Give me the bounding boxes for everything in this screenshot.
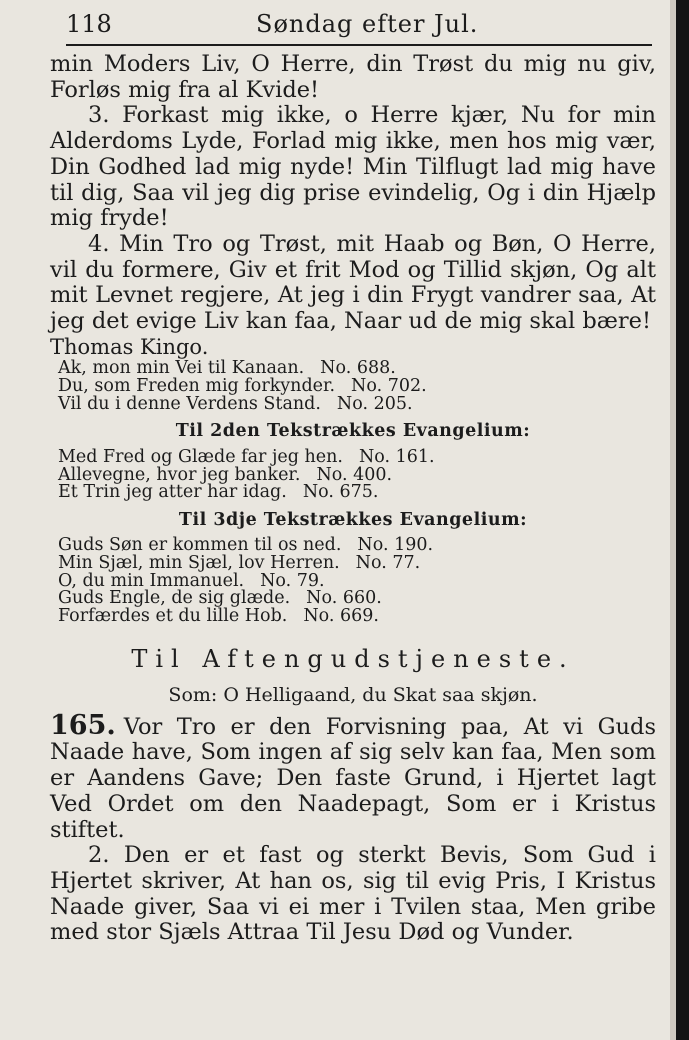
melody-line: Som: O Helligaand, du Skat saa skjøn. xyxy=(168,684,538,707)
third-reading-heading: Til 3dje Tekstrækkes Evangelium: xyxy=(178,509,528,530)
page-header xyxy=(66,8,652,46)
hymn-number: 165. xyxy=(50,709,116,741)
hymn-author: Thomas Kingo. xyxy=(50,334,209,359)
ref-line: Et Trin jeg atter har idag. No. 675. xyxy=(58,482,379,503)
ref-line: Ak, mon min Vei til Kanaan. No. 688. xyxy=(58,358,396,379)
ref-line: Allevegne, hvor jeg banker. No. 400. xyxy=(58,464,393,485)
ref-line: Du, som Freden mig forkynder. No. 702. xyxy=(58,376,427,397)
hymn-verse-4: 4. Min Tro og Trøst, mit Haab og Bøn, O Herre, vil du formere, Giv et frit Mod og Tillid skjøn, Og alt mit Levnet regjere, At jeg i din Frygt vandrer saa, At jeg det evige Liv kan faa, Naar ud de mig skal bære! xyxy=(50,230,656,335)
third-reading-refs xyxy=(58,537,656,625)
page-number: 118 xyxy=(66,10,112,38)
second-reading-refs xyxy=(58,446,656,503)
running-title: Søndag efter Jul. xyxy=(256,10,479,38)
hymn-165-verse-1: 165. Vor Tro er den Forvisning paa, At vi Guds Naade have, Som ingen af sig selv kan faa, Men som er Aandens Gave; Den faste Grund, i Hjertet lagt Ved Ordet om den Naadepagt, Som er i Kristus stiftet. xyxy=(50,709,656,843)
page-content xyxy=(50,52,656,946)
hymn-references xyxy=(58,360,656,413)
second-reading-heading: Til 2den Tekstrækkes Evangelium: xyxy=(175,421,531,442)
ref-line: Guds Søn er kommen til os ned. No. 190. xyxy=(58,535,434,556)
ref-line: Forfærdes et du lille Hob. No. 669. xyxy=(58,605,379,626)
book-gutter xyxy=(676,0,689,1040)
ref-line: Min Sjæl, min Sjæl, lov Herren. No. 77. xyxy=(58,553,421,573)
hymn-verse-3: 3. Forkast mig ikke, o Herre kjær, Nu for min Alderdoms Lyde, Forlad mig ikke, men hos mig vær, Din Godhed lad mig nyde! Min Tilflugt lad mig have til dig, Saa vil jeg dig prise evindelig, Og i din Hjælp mig fryde! xyxy=(50,102,656,232)
ref-line: Med Fred og Glæde far jeg hen. No. 161. xyxy=(58,446,435,467)
ref-line: Guds Engle, de sig glæde. No. 660. xyxy=(58,588,382,609)
hymn-continuation: min Moders Liv, O Herre, din Trøst du mig nu giv, Forløs mig fra al Kvide! xyxy=(50,51,656,103)
hymn-165-verse-2: 2. Den er et fast og sterkt Bevis, Som Gud i Hjertet skriver, At han os, sig til evig Pris, I Kristus Naade giver, Saa vi ei mer i Tvilen staa, Men gribe med stor Sjæls Attraa Til Jesu Død og Vunder. xyxy=(50,842,656,946)
ref-line: Vil du i denne Verdens Stand. No. 205. xyxy=(58,393,413,414)
section-title: Til Aftengudstjeneste. xyxy=(131,645,575,674)
ref-line: O, du min Immanuel. No. 79. xyxy=(58,570,325,591)
